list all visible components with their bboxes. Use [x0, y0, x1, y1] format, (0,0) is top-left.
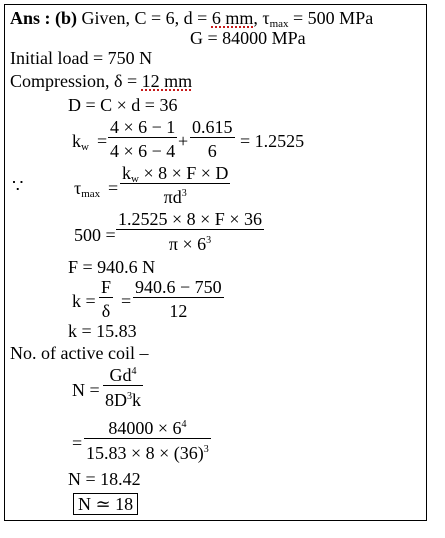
- modulus-line: G = 84000 MPa: [190, 28, 306, 48]
- n-fraction-2: [84, 418, 211, 463]
- kw-equals: =: [97, 131, 108, 151]
- tau-fraction-num: $k_w \times 8 \times F \times D$: [122, 163, 229, 185]
- kw-plus: +: [178, 131, 189, 151]
- initial-load-line: Initial load = 750 N: [10, 48, 153, 68]
- compression-prefix: Compression, δ =: [10, 71, 142, 91]
- k-equals: =: [121, 291, 132, 311]
- tau-symbol: τ: [262, 8, 270, 28]
- kw-fraction-1: [108, 117, 177, 161]
- k-result: k = 15.83: [68, 321, 137, 341]
- k-lhs: k =: [72, 291, 96, 311]
- k-fraction-2-den: 12: [169, 301, 188, 321]
- kw-result: = 1.2525: [240, 131, 305, 151]
- stress-fraction-num: 1.2525 × 8 × F × 36: [118, 209, 262, 229]
- kw-fraction-2-den: 6: [207, 141, 217, 161]
- n-fraction-num: Gd$^4$: [103, 365, 143, 386]
- k-fraction-1: [99, 277, 113, 321]
- header-line: Ans : (b) Given, C = 6, d = 6 mm, $\tau_{max} = 500$ MPa: [10, 8, 374, 30]
- kw-fraction-1-num: 4 × 6 − 1: [110, 117, 176, 137]
- k-fraction-2: [133, 277, 224, 321]
- kw-lhs: $k_w$: [72, 131, 89, 153]
- tau-sub: max: [269, 18, 289, 30]
- because-symbol: ∵: [12, 176, 24, 196]
- n-result: N = 18.42: [68, 469, 141, 489]
- compression-line: [10, 71, 192, 91]
- tau-value: = 500 MPa: [288, 8, 374, 28]
- k-fraction-2-num: 940.6 − 750: [135, 277, 222, 297]
- final-answer-box: [73, 494, 138, 514]
- stress-lhs: 500 =: [74, 225, 116, 245]
- active-coil-label: No. of active coil –: [10, 343, 149, 363]
- n-fraction: [103, 365, 143, 410]
- tau-fraction: [120, 163, 230, 207]
- compression-value: 12 mm: [141, 71, 193, 91]
- force-result: F = 940.6 N: [68, 257, 156, 277]
- answer-label: Ans : (b): [10, 8, 78, 28]
- n-fraction-2-num: $84000 \times 6^4$: [84, 418, 211, 439]
- n-lhs: N =: [72, 380, 100, 400]
- tau-fraction-den: $\pi d^3$: [163, 187, 187, 207]
- n-fraction-den: $8D^3k$: [105, 390, 141, 410]
- mean-diameter-eq: D = C × d = 36: [68, 95, 178, 115]
- kw-fraction-1-den: 4 × 6 − 4: [110, 141, 176, 161]
- k-fraction-1-den: δ: [101, 301, 111, 321]
- n-equals-2: =: [72, 433, 83, 453]
- tau-equals: =: [108, 178, 119, 198]
- given-text: Given, C = 6, d =: [77, 8, 212, 28]
- kw-fraction-2: [190, 117, 235, 161]
- stress-fraction-den: $\pi \times 6^3$: [168, 234, 212, 254]
- kw-fraction-2-num: 0.615: [192, 117, 233, 137]
- d-value: 6 mm: [211, 8, 254, 28]
- tau-lhs: $\tau_{max}$: [74, 178, 101, 200]
- final-answer: N ≃ 18: [73, 493, 138, 515]
- k-fraction-1-num: F: [101, 277, 112, 297]
- stress-fraction: [116, 209, 264, 254]
- n-fraction-2-den: $15.83 \times 8 \times (36)^3$: [86, 443, 209, 463]
